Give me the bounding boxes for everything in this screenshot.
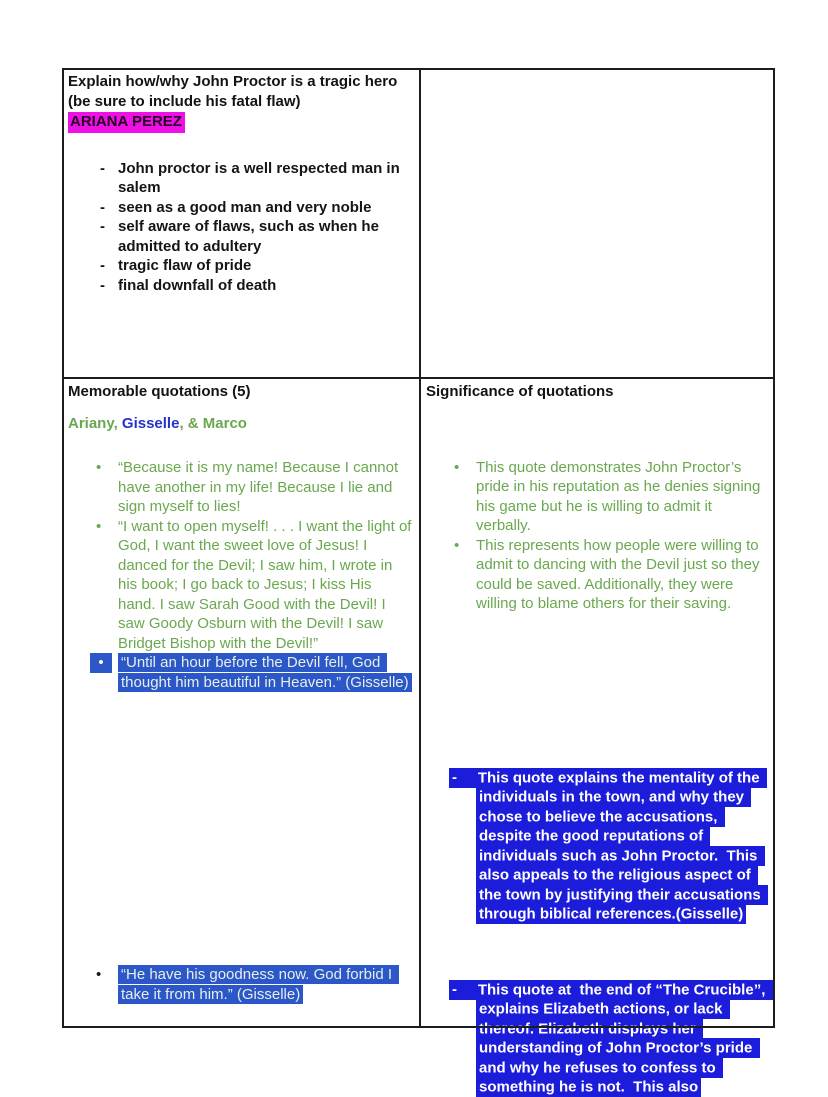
highlighted-note xyxy=(426,768,769,924)
list-item: - self aware of flaws, such as when he admitted to adultery xyxy=(68,217,412,256)
cell-prompt[interactable] xyxy=(62,68,420,378)
significance-point: • This represents how people were willing to admit to dancing with the Devil just so they could be saved. Additionally, they were willing to blame others for their saving. xyxy=(426,536,767,614)
list-item: - seen as a good man and very noble xyxy=(68,198,412,218)
significance-list xyxy=(426,458,767,614)
author-ariany: Ariany, xyxy=(68,415,122,432)
authors-line xyxy=(68,414,412,434)
list-item: - tragic flaw of pride xyxy=(68,256,412,276)
highlighted-note xyxy=(426,980,769,1097)
highlighted-text: - This quote explains the mentality of the individuals in the town, and why they chose to believe the accusations, despite the good reputations of individuals such as John Proctor. This also appeals to the religious aspect of the town by justifying their accusations through biblical references.(Gisselle) xyxy=(449,768,768,925)
quote-item: • “Because it is my name! Because I cannot have another in my life! Because I lie and sign myself to lies! xyxy=(68,458,412,517)
significance-point: • This quote demonstrates John Proctor’s pride in his reputation as he denies signing his game but he is willing to admit it verbally. xyxy=(426,458,767,536)
quote-item: • “I want to open myself! . . . I want the light of God, I want the sweet love of Jesus! I danced for the Devil; I saw him, I wrote in his book; I go back to Jesus; I kiss His hand. I saw Sarah Good with the Devil! I saw Goody Osburn with the Devil! I saw Bridget Bishop with the Devil!” xyxy=(68,517,412,654)
highlighted-text: - This quote at the end of “The Crucible”, explains Elizabeth actions, or lack thereof. Elizabeth displays her understanding of John Proctor’s pride and why he refuses to confess to something he is not. This also xyxy=(449,980,773,1097)
significance-header: Significance of quotations xyxy=(426,382,767,402)
notes-table xyxy=(62,68,775,1028)
quotes-list xyxy=(68,458,412,692)
prompt-text: Explain how/why John Proctor is a tragic hero (be sure to include his fatal flaw) xyxy=(68,72,412,111)
highlighted-quote xyxy=(68,965,412,1004)
quotations-header: Memorable quotations (5) xyxy=(68,382,412,402)
cell-quotations[interactable] xyxy=(62,378,420,1028)
author-gisselle: Gisselle xyxy=(122,415,180,432)
list-item: - John proctor is a well respected man in salem xyxy=(68,159,412,198)
highlighted-quote xyxy=(68,653,412,692)
author-name-highlight: ARIANA PEREZ xyxy=(68,112,185,133)
cell-empty[interactable] xyxy=(420,68,775,378)
selected-text: “Until an hour before the Devil fell, God thought him beautiful in Heaven.” (Gisselle) xyxy=(118,653,412,692)
selected-text: “He have his goodness now. God forbid I take it from him.” (Gisselle) xyxy=(118,965,399,1004)
prompt-points-list xyxy=(68,159,412,296)
cell-significance[interactable] xyxy=(420,378,775,1028)
list-item: - final downfall of death xyxy=(68,276,412,296)
author-marco: , & Marco xyxy=(179,415,247,432)
